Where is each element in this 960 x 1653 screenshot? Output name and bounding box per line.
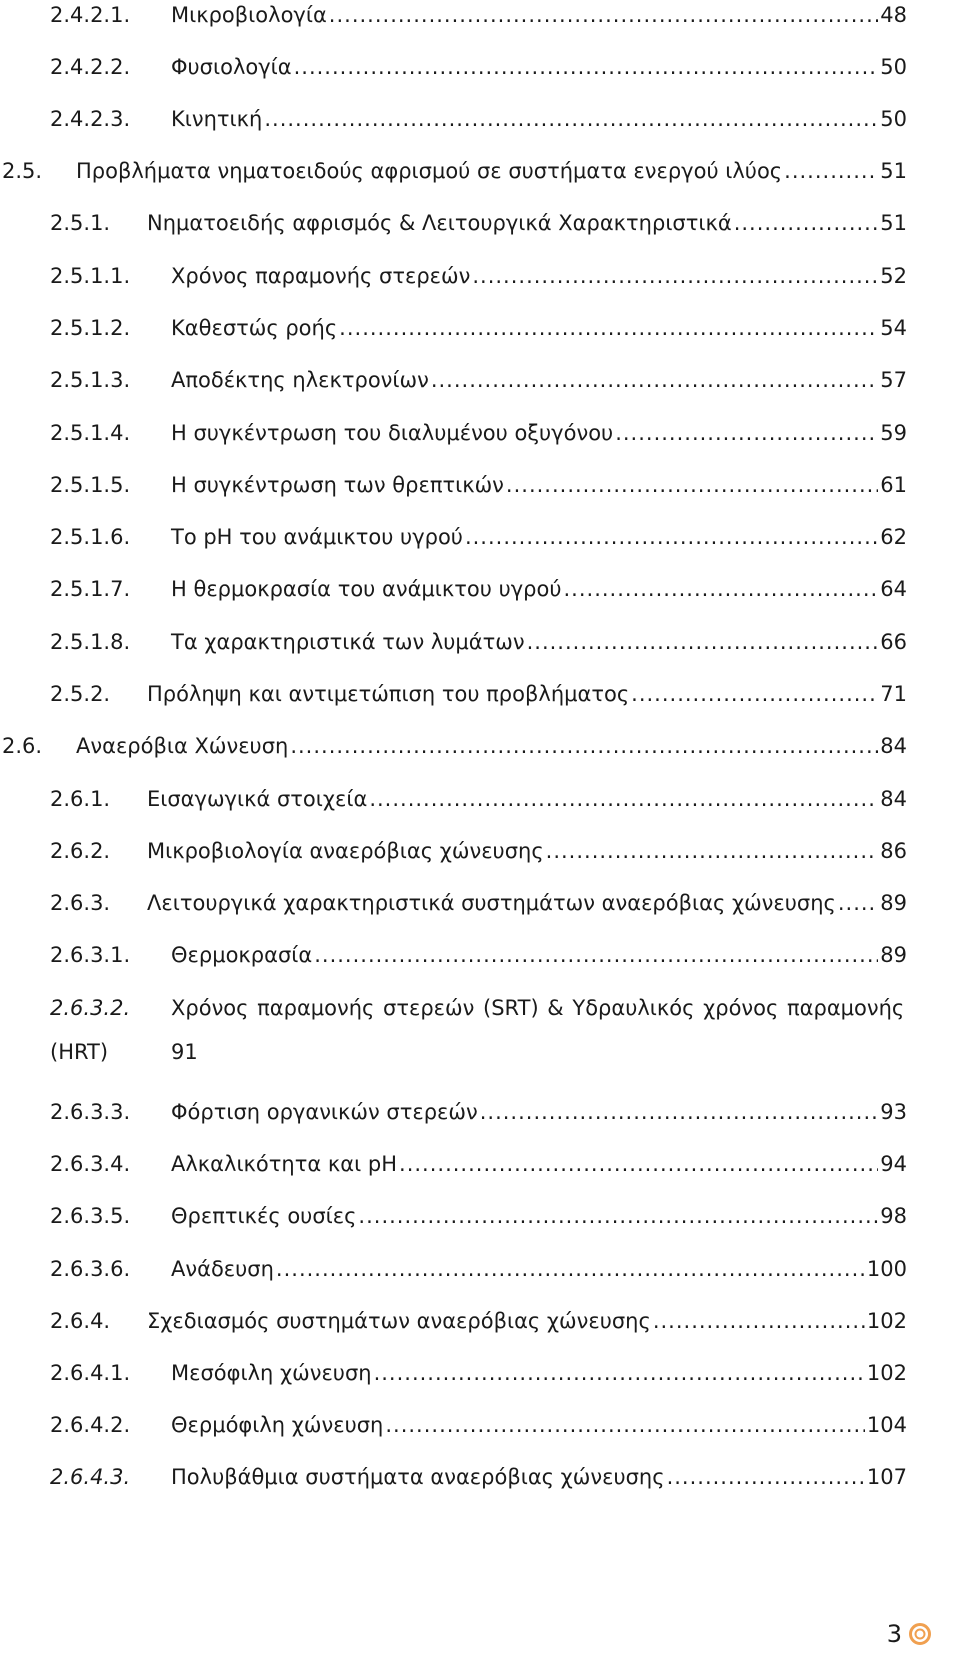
toc-entry-title: Τα χαρακτηριστικά των λυμάτων xyxy=(171,630,525,654)
toc-dot-leader xyxy=(472,259,878,293)
toc-entry-page: 64 xyxy=(880,577,907,601)
toc-entry-title: Προβλήματα νηματοειδούς αφρισμού σε συστήματα ενεργού ιλύος xyxy=(76,159,783,183)
toc-entry[interactable] xyxy=(50,50,907,84)
toc-entry[interactable] xyxy=(50,1356,907,1390)
toc-entry-number: 2.5.1.1. xyxy=(50,264,131,288)
toc-entry-page: 102 xyxy=(866,1309,907,1333)
toc-entry-title-continuation: (HRT) xyxy=(50,1040,109,1064)
toc-dot-leader xyxy=(465,520,878,554)
toc-entry[interactable] xyxy=(50,886,907,920)
toc-entry[interactable] xyxy=(50,102,907,136)
toc-entry-page: 52 xyxy=(880,264,907,288)
toc-entry-page: 50 xyxy=(880,107,907,131)
toc-dot-leader xyxy=(527,625,879,659)
toc-entry-title: Θερμοκρασία xyxy=(171,943,313,967)
toc-entry-title: Χρόνος παραμονής στερεών (SRT) & Υδραυλικός χρόνος παραμονής xyxy=(171,996,905,1020)
toc-entry-number: 2.6.3.5. xyxy=(50,1204,131,1228)
toc-entry-number: 2.6.3.6. xyxy=(50,1257,131,1281)
toc-entry[interactable] xyxy=(50,1095,907,1129)
toc-entry-number: 2.5.1.7. xyxy=(50,577,131,601)
toc-entry-page: 51 xyxy=(880,159,907,183)
toc-entry-title: Χρόνος παραμονής στερεών xyxy=(171,264,471,288)
toc-dot-leader xyxy=(385,1408,865,1442)
toc-entry[interactable] xyxy=(50,1408,907,1442)
toc-entry-title: Νηματοειδής αφρισμός & Λειτουργικά Χαρακτηριστικά xyxy=(147,211,732,235)
toc-entry[interactable] xyxy=(50,834,907,868)
toc-dot-leader xyxy=(653,1304,865,1338)
toc-entry-page: 84 xyxy=(880,734,907,758)
toc-entry-title: Σχεδιασμός συστημάτων αναερόβιας χώνευσης xyxy=(147,1309,651,1333)
toc-entry[interactable] xyxy=(50,991,907,1025)
toc-dot-leader xyxy=(734,206,879,240)
toc-entry-number: 2.5.1.3. xyxy=(50,368,131,392)
toc-entry-title: Η συγκέντρωση του διαλυμένου οξυγόνου xyxy=(171,421,614,445)
toc-entry-title: Κινητική xyxy=(171,107,263,131)
toc-entry-number: 2.6.4. xyxy=(50,1309,111,1333)
toc-dot-leader xyxy=(369,782,878,816)
toc-entry-title: Πρόληψη και αντιμετώπιση του προβλήματος xyxy=(147,682,630,706)
toc-entry-number: 2.6.4.3. xyxy=(50,1465,131,1489)
toc-dot-leader xyxy=(838,886,878,920)
toc-entry-number: 2.5.1.4. xyxy=(50,421,131,445)
toc-entry-number: 2.4.2.3. xyxy=(50,107,131,131)
toc-entry-number: 2.6.3.4. xyxy=(50,1152,131,1176)
toc-entry[interactable] xyxy=(50,677,907,711)
toc-entry-title: Καθεστώς ροής xyxy=(171,316,338,340)
toc-dot-leader xyxy=(374,1356,865,1390)
toc-entry-number: 2.5.1. xyxy=(50,211,111,235)
toc-entry[interactable] xyxy=(50,1147,907,1181)
toc-entry-number: 2.6.2. xyxy=(50,839,111,863)
toc-dot-leader xyxy=(631,677,878,711)
page-number: 3 xyxy=(886,1620,902,1648)
toc-entry-page: 48 xyxy=(880,3,907,27)
toc-entry-page: 107 xyxy=(866,1465,907,1489)
toc-entry-number: 2.5.1.5. xyxy=(50,473,131,497)
toc-dot-leader xyxy=(264,102,878,136)
toc-dot-leader xyxy=(276,1252,865,1286)
toc-entry[interactable] xyxy=(50,625,907,659)
toc-entry-page: 89 xyxy=(880,891,907,915)
toc-entry-page: 98 xyxy=(880,1204,907,1228)
toc-dot-leader xyxy=(290,729,878,763)
toc-entry-page: 71 xyxy=(880,682,907,706)
toc-entry-page: 66 xyxy=(880,630,907,654)
toc-entry[interactable] xyxy=(50,468,907,502)
toc-entry-page: 86 xyxy=(880,839,907,863)
toc-entry-title: Εισαγωγικά στοιχεία xyxy=(147,787,368,811)
toc-entry-title: Αποδέκτης ηλεκτρονίων xyxy=(171,368,429,392)
toc-dot-leader xyxy=(314,938,878,972)
toc-dot-leader xyxy=(339,311,878,345)
toc-entry[interactable] xyxy=(2,729,907,763)
toc-entry[interactable] xyxy=(50,1252,907,1286)
toc-entry-title: Πολυβάθμια συστήματα αναερόβιας χώνευσης xyxy=(171,1465,665,1489)
toc-dot-leader xyxy=(784,154,878,188)
toc-entry-number: 2.5.2. xyxy=(50,682,111,706)
toc-entry-title: Μικροβιολογία αναερόβιας χώνευσης xyxy=(147,839,544,863)
toc-dot-leader xyxy=(480,1095,879,1129)
toc-entry[interactable] xyxy=(50,363,907,397)
toc-entry[interactable] xyxy=(50,1304,907,1338)
toc-entry[interactable] xyxy=(50,311,907,345)
toc-entry-title: Ανάδευση xyxy=(171,1257,274,1281)
toc-entry-number: 2.6.4.2. xyxy=(50,1413,131,1437)
toc-entry-page: 84 xyxy=(880,787,907,811)
toc-entry[interactable] xyxy=(50,0,907,32)
toc-dot-leader xyxy=(294,50,879,84)
toc-dot-leader xyxy=(358,1199,878,1233)
toc-entry-page: 100 xyxy=(866,1257,907,1281)
toc-entry-title: Φυσιολογία xyxy=(171,55,292,79)
toc-dot-leader xyxy=(506,468,878,502)
toc-entry-title: Το pH του ανάμικτου υγρού xyxy=(171,525,463,549)
toc-entry-page: 89 xyxy=(880,943,907,967)
toc-entry-page: 62 xyxy=(880,525,907,549)
toc-entry-number: 2.6.3. xyxy=(50,891,111,915)
toc-entry[interactable] xyxy=(50,520,907,554)
toc-entry-number: 2.6.4.1. xyxy=(50,1361,131,1385)
toc-dot-leader xyxy=(667,1460,865,1494)
toc-dot-leader xyxy=(564,572,879,606)
toc-entry-page: 50 xyxy=(880,55,907,79)
toc-entry-number: 2.6. xyxy=(2,734,43,758)
toc-entry-title: Η συγκέντρωση των θρεπτικών xyxy=(171,473,504,497)
toc-entry[interactable] xyxy=(50,938,907,972)
toc-entry[interactable] xyxy=(50,206,907,240)
toc-dot-leader xyxy=(399,1147,878,1181)
toc-entry-page: 94 xyxy=(880,1152,907,1176)
toc-entry[interactable] xyxy=(50,782,907,816)
toc-dot-leader xyxy=(546,834,879,868)
toc-entry-number: 2.6.3.2. xyxy=(50,996,131,1020)
toc-entry-title: Θερμόφιλη χώνευση xyxy=(171,1413,384,1437)
toc-entry[interactable] xyxy=(50,1199,907,1233)
toc-entry-page: 54 xyxy=(880,316,907,340)
ring-logo-icon xyxy=(908,1622,932,1646)
toc-entry[interactable] xyxy=(2,154,907,188)
toc-entry-number: 2.5.1.6. xyxy=(50,525,131,549)
toc-entry-title: Αλκαλικότητα και pH xyxy=(171,1152,398,1176)
toc-entry-page: 51 xyxy=(880,211,907,235)
toc-entry[interactable] xyxy=(50,572,907,606)
toc-entry-number: 2.5.1.8. xyxy=(50,630,131,654)
toc-entry-page: 61 xyxy=(880,473,907,497)
toc-entry-number: 2.5.1.2. xyxy=(50,316,131,340)
page-footer xyxy=(887,1622,932,1646)
toc-entry-number: 2.6.3.1. xyxy=(50,943,131,967)
toc-dot-leader xyxy=(431,363,878,397)
toc-entry-title: Λειτουργικά χαρακτηριστικά συστημάτων αναερόβιας χώνευσης xyxy=(147,891,836,915)
toc-entry-number: 2.6.3.3. xyxy=(50,1100,131,1124)
toc-entry-page: 91 xyxy=(171,1040,198,1064)
toc-entry-page: 59 xyxy=(880,421,907,445)
toc-dot-leader xyxy=(615,416,878,450)
toc-entry[interactable] xyxy=(50,416,907,450)
toc-entry-number: 2.4.2.2. xyxy=(50,55,131,79)
toc-entry-title: Θρεπτικές ουσίες xyxy=(171,1204,357,1228)
toc-entry-title: Μικροβιολογία xyxy=(171,3,327,27)
toc-entry-page: 102 xyxy=(866,1361,907,1385)
toc-entry-title: Η θερμοκρασία του ανάμικτου υγρού xyxy=(171,577,562,601)
toc-entry[interactable] xyxy=(50,1460,907,1494)
toc-entry-number: 2.5. xyxy=(2,159,43,183)
toc-entry-page: 104 xyxy=(866,1413,907,1437)
toc-entry-title: Αναερόβια Χώνευση xyxy=(76,734,289,758)
toc-entry-title: Φόρτιση οργανικών στερεών xyxy=(171,1100,478,1124)
toc-entry-number: 2.4.2.1. xyxy=(50,3,131,27)
toc-dot-leader xyxy=(329,0,878,32)
toc-entry-title: Μεσόφιλη χώνευση xyxy=(171,1361,372,1385)
toc-entry-page: 93 xyxy=(880,1100,907,1124)
toc-entry-page: 57 xyxy=(880,368,907,392)
toc-entry[interactable] xyxy=(50,259,907,293)
toc-entry-number: 2.6.1. xyxy=(50,787,111,811)
